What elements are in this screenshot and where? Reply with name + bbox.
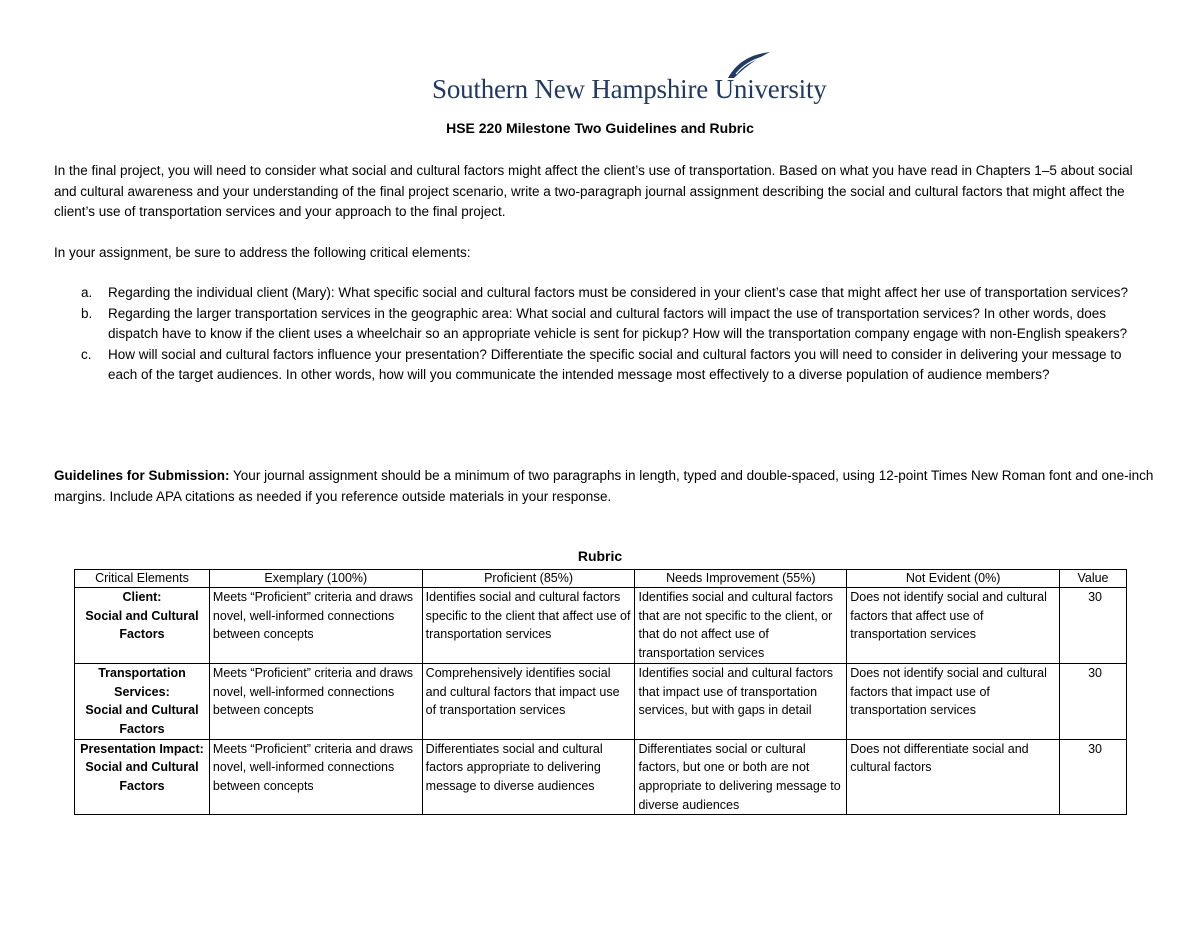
document-title: HSE 220 Milestone Two Guidelines and Rubric xyxy=(446,120,754,136)
value-cell: 30 xyxy=(1060,588,1127,664)
needs-improvement-cell: Identifies social and cultural factors that impact use of transportation services, but with gaps in detail xyxy=(635,663,847,739)
header-proficient: Proficient (85%) xyxy=(422,570,635,588)
list-item xyxy=(54,304,1154,345)
not-evident-cell: Does not identify social and cultural factors that affect use of transportation services xyxy=(847,588,1060,664)
list-item-text: How will social and cultural factors influence your presentation? Differentiate the specific social and cultural factors you will need to consider in delivering your message to each of the target audiences. In other words, how will you communicate the intended message most effectively to a diverse population of audience members? xyxy=(108,346,1122,382)
proficient-cell: Identifies social and cultural factors specific to the client that affect use of transportation services xyxy=(422,588,635,664)
list-item-letter: b. xyxy=(81,305,93,321)
list-item-text: Regarding the larger transportation services in the geographic area: What social and cultural factors will impact the use of transportation services? In other words, does dispatch have to know if the client uses a wheelchair so an appropriate vehicle is sent for pickup? How will the transportation company engage with non-English speakers? xyxy=(108,305,1128,341)
rubric-header-row xyxy=(75,570,1127,588)
guidelines-label: Guidelines for Submission: xyxy=(54,468,230,483)
table-row xyxy=(75,588,1127,664)
critical-element-cell: Client: Social and Cultural Factors xyxy=(75,588,210,664)
value-cell: 30 xyxy=(1060,739,1127,815)
list-item xyxy=(54,283,1154,304)
header-needs-improvement: Needs Improvement (55%) xyxy=(635,570,847,588)
not-evident-cell: Does not differentiate social and cultural factors xyxy=(847,739,1060,815)
value-cell: 30 xyxy=(1060,663,1127,739)
rubric-title: Rubric xyxy=(577,548,623,564)
list-item xyxy=(54,345,1154,386)
table-row xyxy=(75,663,1127,739)
university-logo xyxy=(432,50,827,106)
header-value: Value xyxy=(1060,570,1127,588)
needs-improvement-cell: Differentiates social or cultural factors, but one or both are not appropriate to delivering message to diverse audiences xyxy=(635,739,847,815)
submission-guidelines xyxy=(54,466,1154,507)
list-item-letter: c. xyxy=(81,346,92,362)
needs-improvement-cell: Identifies social and cultural factors that are not specific to the client, or that do not affect use of transportation services xyxy=(635,588,847,664)
critical-element-cell: Transportation Services: Social and Cultural Factors xyxy=(75,663,210,739)
critical-element-cell: Presentation Impact: Social and Cultural Factors xyxy=(75,739,210,815)
rubric-table xyxy=(74,569,1127,815)
header-not-evident: Not Evident (0%) xyxy=(847,570,1060,588)
critical-elements-list xyxy=(54,283,1154,386)
intro-paragraph: In the final project, you will need to consider what social and cultural factors might affect the client’s use of transportation. Based on what you have read in Chapters 1–5 about social and cultural awareness and your understanding of the final project scenario, write a two-paragraph journal assignment describing the social and cultural factors that might affect the client’s use of transportation services and your approach to the final project. xyxy=(54,163,1133,219)
proficient-cell: Comprehensively identifies social and cultural factors that impact use of transportation services xyxy=(422,663,635,739)
critical-elements-lead: In your assignment, be sure to address the following critical elements: xyxy=(54,245,471,260)
table-row xyxy=(75,739,1127,815)
not-evident-cell: Does not identify social and cultural factors that impact use of transportation services xyxy=(847,663,1060,739)
guidelines-text: Your journal assignment should be a minimum of two paragraphs in length, typed and double-spaced, using 12-point Times New Roman font and one-inch margins. Include APA citations as needed if you reference outside materials in your response. xyxy=(54,468,1154,504)
list-item-letter: a. xyxy=(81,285,93,300)
exemplary-cell: Meets “Proficient” criteria and draws novel, well-informed connections between concepts xyxy=(209,588,422,664)
exemplary-cell: Meets “Proficient” criteria and draws novel, well-informed connections between concepts xyxy=(209,663,422,739)
header-critical-elements: Critical Elements xyxy=(75,570,210,588)
exemplary-cell: Meets “Proficient” criteria and draws novel, well-informed connections between concepts xyxy=(209,739,422,815)
logo-wordmark: Southern New Hampshire University xyxy=(432,74,827,104)
list-item-text: Regarding the individual client (Mary): What specific social and cultural factors must be considered in your client’s case that might affect her use of transportation services? xyxy=(108,285,1128,300)
proficient-cell: Differentiates social and cultural factors appropriate to delivering message to diverse audiences xyxy=(422,739,635,815)
header-exemplary: Exemplary (100%) xyxy=(209,570,422,588)
